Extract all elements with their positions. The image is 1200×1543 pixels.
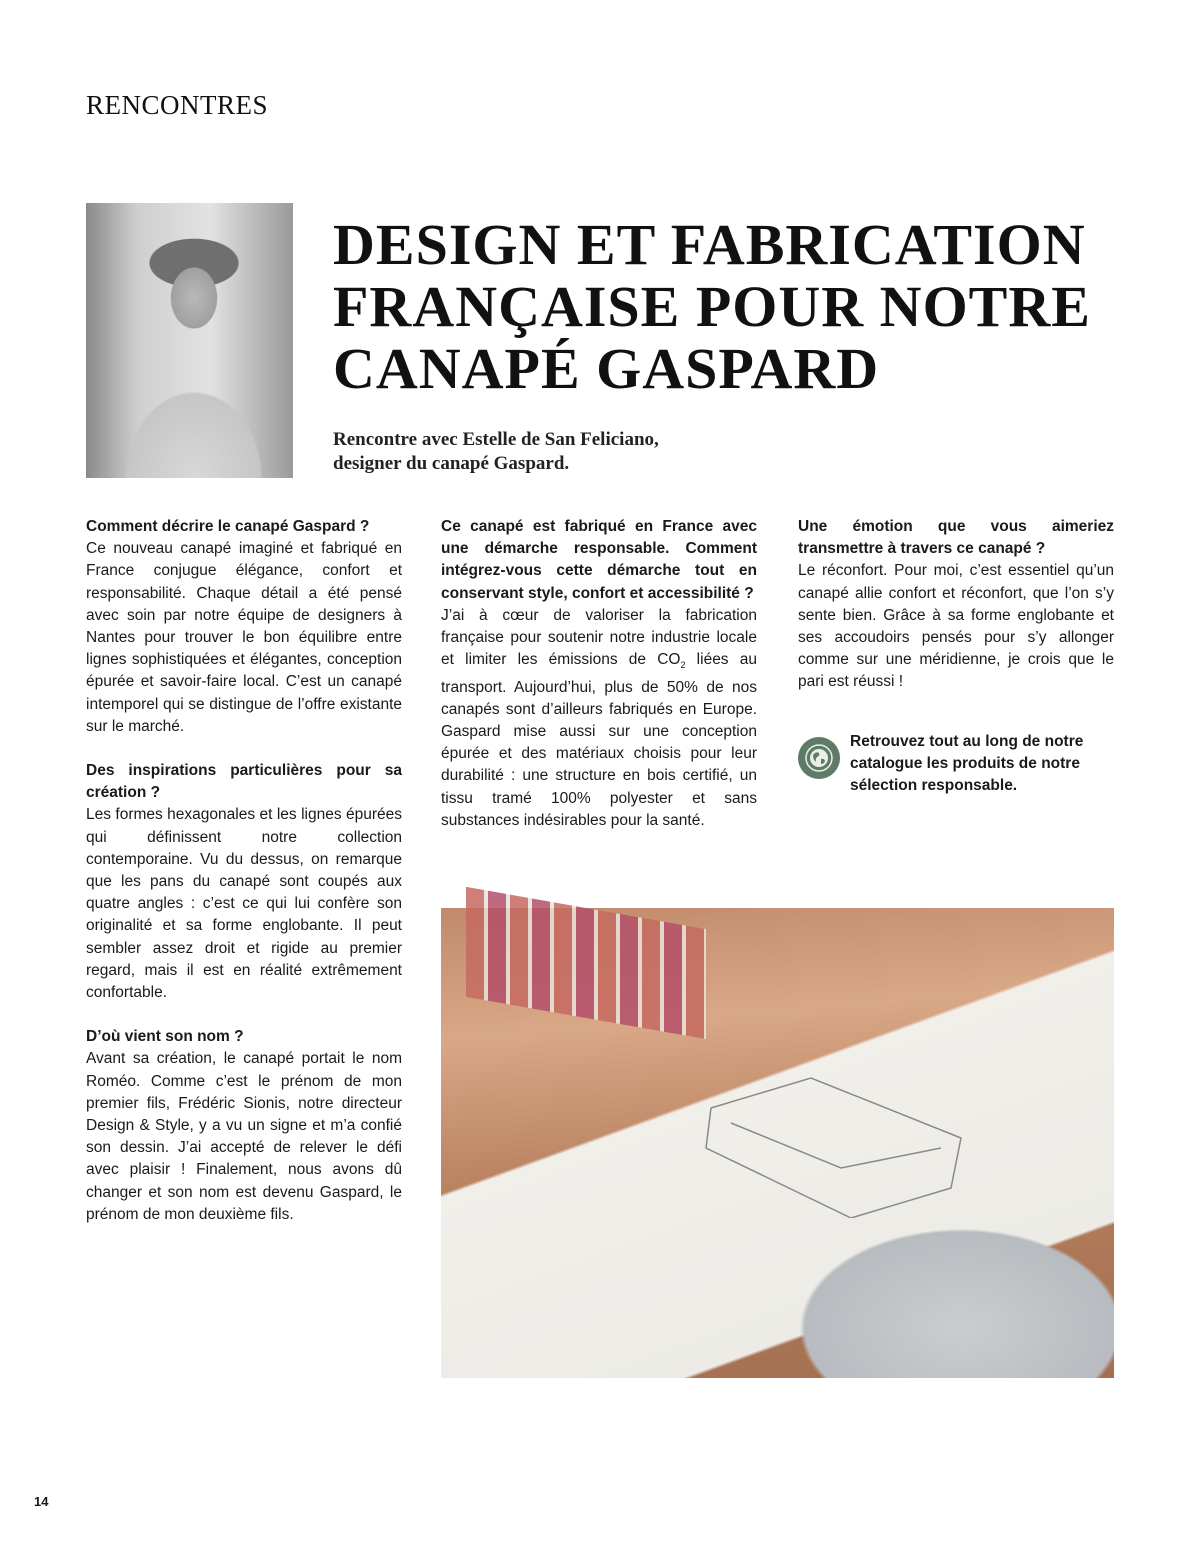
answer-text: J’ai à cœur de valoriser la fabrication française pour soutenir notre industrie locale et limiter les émissions de CO <box>441 606 757 669</box>
question: Comment décrire le canapé Gaspard ? <box>86 518 370 535</box>
question: Ce canapé est fabriqué en France avec une démarche responsable. Comment intégrez-vous cette démarche tout en conservant style, confort et accessibilité ? <box>441 518 757 602</box>
article-subtitle <box>333 428 659 476</box>
column-2 <box>441 516 757 854</box>
section-label: RENCONTRES <box>86 90 269 120</box>
subscript: 2 <box>680 660 686 671</box>
column-3 <box>798 516 1114 716</box>
answer: Le réconfort. Pour moi, c’est essentiel qu’un canapé allie confort et réconfort, que l’on s’y sente bien. Grâce à sa forme englobante et ses accoudoirs pensés pour s’y allonger comme sur une méridienne, je crois que le pari est réussi ! <box>798 562 1114 691</box>
answer: Ce nouveau canapé imaginé et fabriqué en France conjugue élégance, confort et responsabilité. Chaque détail a été pensé avec soin par notre équipe de designers à Nantes pour trouver le bon équilibre entre lignes sophistiquées et élégantes, conception épurée et savoir-faire local. C’est un canapé intemporel qui se distingue de l’offre existante sur le marché. <box>86 540 402 735</box>
note-text: Retrouvez tout au long de notre catalogue les produits de notre sélection responsable. <box>850 733 1084 794</box>
qa-block <box>86 1026 402 1226</box>
qa-block <box>86 760 402 1004</box>
qa-block <box>86 516 402 738</box>
page-number: 14 <box>34 1494 49 1509</box>
question: D’où vient son nom ? <box>86 1028 244 1046</box>
question: Des inspirations particulières pour sa création ? <box>86 762 402 802</box>
answer: Avant sa création, le canapé portait le nom Roméo. Comme c’est le prénom de mon premier fils, Frédéric Sionis, notre directeur Design & Style, y a vu un signe et m’a confié son dessin. J’ai accepté de relever le défi avec plaisir ! Finalement, nous avons dû changer et son nom est devenu Gaspard, le prénom de mon deuxième fils. <box>86 1050 402 1223</box>
subtitle-line: designer du canapé Gaspard. <box>333 453 570 474</box>
answer <box>441 607 757 829</box>
title-line: CANAPÉ GASPARD <box>333 336 880 401</box>
qa-block <box>441 516 757 832</box>
fabric-swatches <box>466 887 706 1039</box>
question: Une émotion que vous aimeriez transmettre à travers ce canapé ? <box>798 518 1114 558</box>
subtitle-line: Rencontre avec Estelle de San Feliciano, <box>333 429 659 450</box>
answer-text: liées au transport. Aujourd’hui, plus de 50% de nos canapés sont d’ailleurs fabriqués en Europe. Gaspard mise aussi sur une conception épurée et des matériaux choisis pour leur durabilité : une structure en bois certifié, un tissu tramé 100% polyester et sans substances indésirables pour la santé. <box>441 651 757 829</box>
responsible-selection-note <box>798 731 1128 797</box>
qa-block <box>798 516 1114 694</box>
column-1 <box>86 516 402 1248</box>
answer: Les formes hexagonales et les lignes épurées qui définissent notre collection contemporaine. Vu du dessus, on remarque que les pans du canapé sont coupés aux quatre angles : c’est ce qui lui confère son originalité et sa forme englobante. Il peut sembler assez droit et rigide au premier regard, mais il est en réalité extrêmement confortable. <box>86 806 402 1002</box>
globe-icon <box>798 737 840 779</box>
sofa-sketch-photo <box>441 908 1114 1378</box>
title-line: DESIGN ET FABRICATION <box>333 212 1086 277</box>
article-title <box>333 214 1133 400</box>
sofa-drawing <box>691 1068 981 1218</box>
designer-portrait-photo <box>86 203 293 478</box>
title-line: FRANÇAISE POUR NOTRE <box>333 274 1091 339</box>
